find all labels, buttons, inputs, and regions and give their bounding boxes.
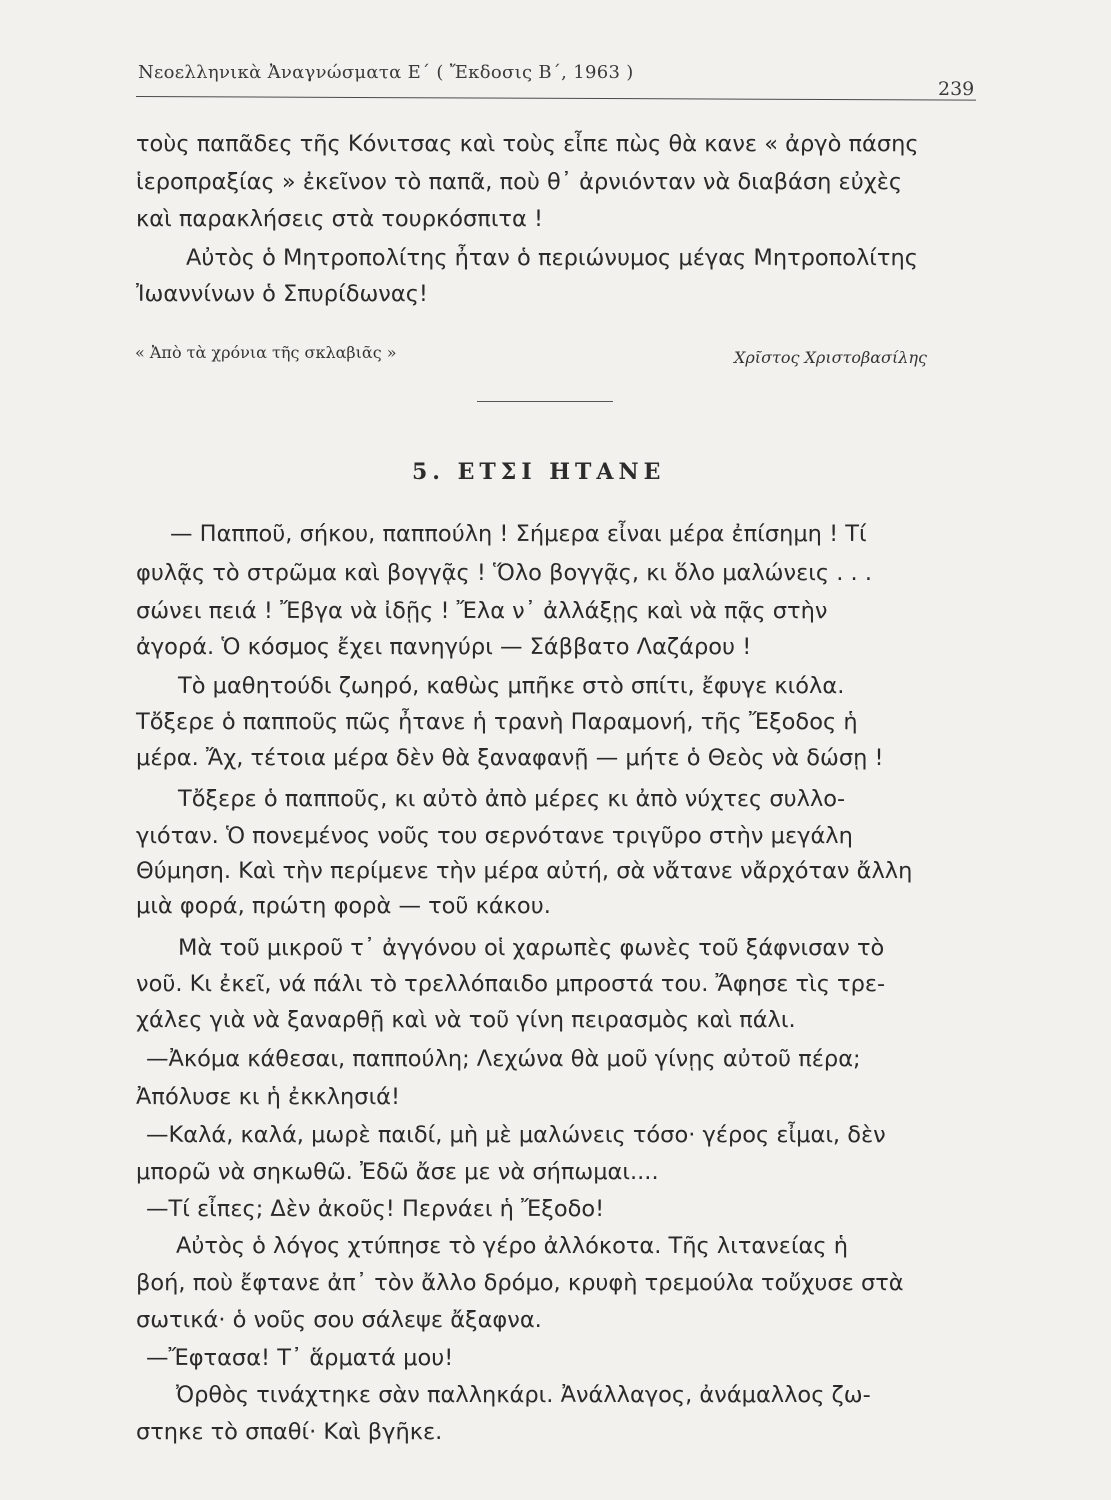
text-line: χάλες γιὰ νὰ ξαναρθῇ καὶ νὰ τοῦ γίνη πειρασμὸς καὶ πάλι. (136, 1007, 796, 1033)
text-line: σώνει πειά ! Ἔβγα νὰ ἰδῇς ! Ἔλα ν᾽ ἀλλάξῃς καὶ νὰ πᾷς στὴν (136, 598, 828, 624)
text-line: μιὰ φορά, πρώτη φορὰ — τοῦ κάκου. (136, 893, 551, 919)
text-line: Τὄξερε ὁ παπποῦς πῶς ἦτανε ἡ τρανὴ Παραμονή, τῆς Ἔξοδος ἡ (136, 709, 858, 735)
page-number: 239 (938, 78, 975, 100)
text-line: —Τί εἶπες; Δὲν ἀκοῦς! Περνάει ἡ Ἔξοδο! (146, 1196, 605, 1222)
text-line: στηκε τὸ σπαθί· Καὶ βγῆκε. (136, 1419, 443, 1445)
section-heading: 5. ΕΤΣΙ ΗΤΑΝΕ (412, 459, 666, 485)
text-line: μέρα. Ἄχ, τέτοια μέρα δὲν θὰ ξαναφανῇ — μήτε ὁ Θεὸς νὰ δώσῃ ! (136, 745, 884, 771)
section-divider (477, 401, 613, 402)
text-line: Αὐτὸς ὁ λόγος χτύπησε τὸ γέρο ἀλλόκοτα. Τῆς λιτανείας ἡ (176, 1233, 849, 1259)
text-line: μπορῶ νὰ σηκωθῶ. Ἐδῶ ἄσε με νὰ σήπωμαι.... (136, 1159, 659, 1185)
header-divider (136, 96, 976, 101)
text-line: καὶ παρακλήσεις στὰ τουρκόσπιτα ! (136, 206, 543, 232)
text-line: ἀγορά. Ὁ κόσμος ἔχει πανηγύρι — Σάββατο Λαζάρου ! (136, 634, 752, 660)
text-line: Ὀρθὸς τινάχτηκε σὰν παλληκάρι. Ἀνάλλαγος, ἀνάμαλλος ζω- (176, 1382, 871, 1408)
text-line: Τὄξερε ὁ παπποῦς, κι αὐτὸ ἀπὸ μέρες κι ἀπὸ νύχτες συλλο- (178, 786, 846, 812)
text-line: ἱεροπραξίας » ἐκεῖνον τὸ παπᾶ, ποὺ θ᾽ ἀρνιόνταν νὰ διαβάση εὐχὲς (136, 169, 903, 195)
text-line: νοῦ. Κι ἐκεῖ, νά πάλι τὸ τρελλόπαιδο μπροστά του. Ἄφησε τὶς τρε- (136, 971, 886, 997)
text-line: γιόταν. Ὁ πονεμένος νοῦς του σερνότανε τριγῦρο στὴν μεγάλη (136, 823, 853, 849)
text-line: τοὺς παπᾶδες τῆς Κόνιτσας καὶ τοὺς εἶπε πὼς θὰ κανε « ἀργὸ πάσης (136, 131, 919, 157)
text-line: — Παπποῦ, σήκου, παππούλη ! Σήμερα εἶναι μέρα ἐπίσημη ! Τί (170, 521, 867, 547)
running-header-title: Νεοελληνικὰ Ἀναγνώσματα Ε΄ ( Ἔκδοσις Β΄, 1963 ) (138, 62, 634, 83)
text-line: βοή, ποὺ ἔφτανε ἀπ᾽ τὸν ἄλλο δρόμο, κρυφὴ τρεμούλα τοὔχυσε στὰ (136, 1270, 904, 1296)
text-line: Μὰ τοῦ μικροῦ τ᾽ ἀγγόνου οἱ χαρωπὲς φωνὲς τοῦ ξάφνισαν τὸ (178, 935, 885, 961)
text-line: Θύμηση. Καὶ τὴν περίμενε τὴν μέρα αὐτή, σὰ νἄτανε νἄρχόταν ἄλλη (136, 858, 913, 884)
text-line: —Ἀκόμα κάθεσαι, παππούλη; Λεχώνα θὰ μοῦ γίνῃς αὐτοῦ πέρα; (146, 1046, 861, 1072)
text-line: —Ἔφτασα! Τ᾽ ἅρματά μου! (146, 1345, 454, 1371)
source-citation: « Ἀπὸ τὰ χρόνια τῆς σκλαβιᾶς » (135, 343, 397, 362)
text-line: Ἰωαννίνων ὁ Σπυρίδωνας! (136, 281, 428, 307)
text-line: Αὐτὸς ὁ Μητροπολίτης ἦταν ὁ περιώνυμος μέγας Μητροπολίτης (186, 245, 918, 271)
text-line: φυλᾷς τὸ στρῶμα καὶ βογγᾷς ! Ὅλο βογγᾷς, κι ὅλο μαλώνεις . . . (136, 560, 872, 586)
author-name: Χρῖστος Χριστοβασίλης (734, 348, 927, 367)
text-line: Ἀπόλυσε κι ἡ ἐκκλησιά! (136, 1084, 401, 1110)
text-line: Τὸ μαθητούδι ζωηρό, καθὼς μπῆκε στὸ σπίτι, ἔφυγε κιόλα. (178, 673, 845, 699)
text-line: —Καλά, καλά, μωρὲ παιδί, μὴ μὲ μαλώνεις τόσο· γέρος εἶμαι, δὲν (146, 1122, 886, 1148)
text-line: σωτικά· ὁ νοῦς σου σάλεψε ἄξαφνα. (136, 1307, 542, 1333)
